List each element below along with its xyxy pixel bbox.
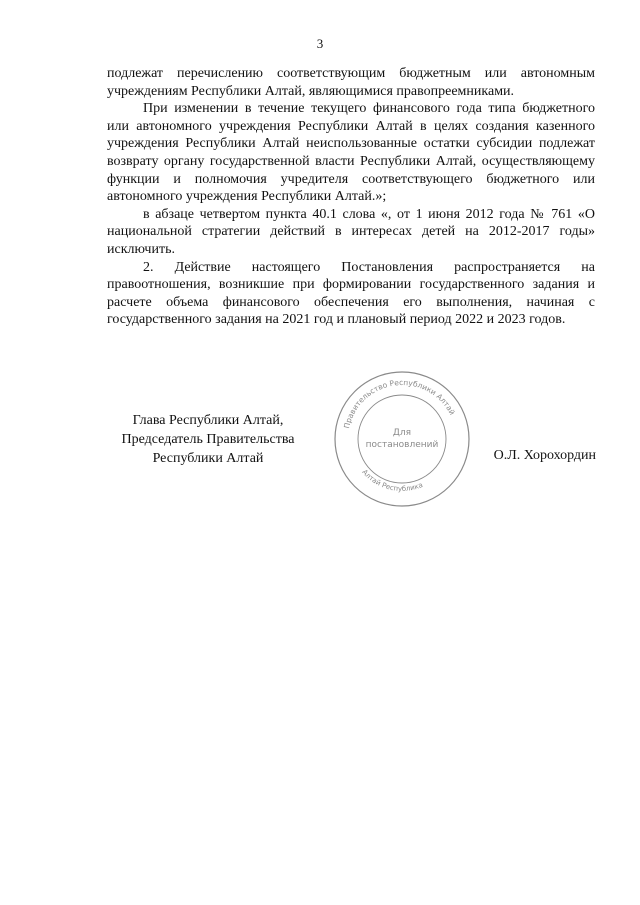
seal-center-line-1: Для xyxy=(392,428,412,438)
document-body xyxy=(107,65,595,329)
signatory-position-line-1: Глава Республики Алтай, xyxy=(132,413,284,428)
signatory-position-line-2: Председатель Правительства xyxy=(121,432,295,447)
page-number: 3 xyxy=(316,36,324,51)
signatory-name: О.Л. Хорохордин xyxy=(493,448,596,463)
seal-inner-ring xyxy=(358,395,446,483)
official-seal xyxy=(332,369,472,509)
paragraph-3: в абзаце четвертом пункта 40.1 слова «, от 1 июня 2012 года № 761 «О национальной стратегии действий в интересах детей на 2012-2017 годы» исключить. xyxy=(107,206,595,257)
paragraph-2: При изменении в течение текущего финансового года типа бюджетного или автономного учреждения Республики Алтай в целях создания казенного учреждения Республики Алтай неиспользованные остатки субсидии подлежат возврату органу государственной власти Республики Алтай, осуществляющему функции и полномочия учредителя соответствующего бюджетного или автономного учреждения Республики Алтай.»; xyxy=(107,101,595,205)
seal-outer-text: Правительство Республики Алтай xyxy=(342,377,457,430)
seal-center-line-2: постановлений xyxy=(365,440,439,450)
signatory-position xyxy=(108,411,308,468)
seal-lower-text: Алтай Республика xyxy=(360,468,424,494)
signatory-position-line-3: Республики Алтай xyxy=(152,451,264,466)
paragraph-1: подлежат перечислению соответствующим бюджетным или автономным учреждениям Республики Алтай, являющимися правопреемниками. xyxy=(107,66,595,99)
paragraph-4: 2. Действие настоящего Постановления распространяется на правоотношения, возникшие при формировании государственного задания и расчете объема финансового обеспечения его выполнения, начиная с государственного задания на 2021 год и плановый период 2022 и 2023 годов. xyxy=(107,259,595,328)
